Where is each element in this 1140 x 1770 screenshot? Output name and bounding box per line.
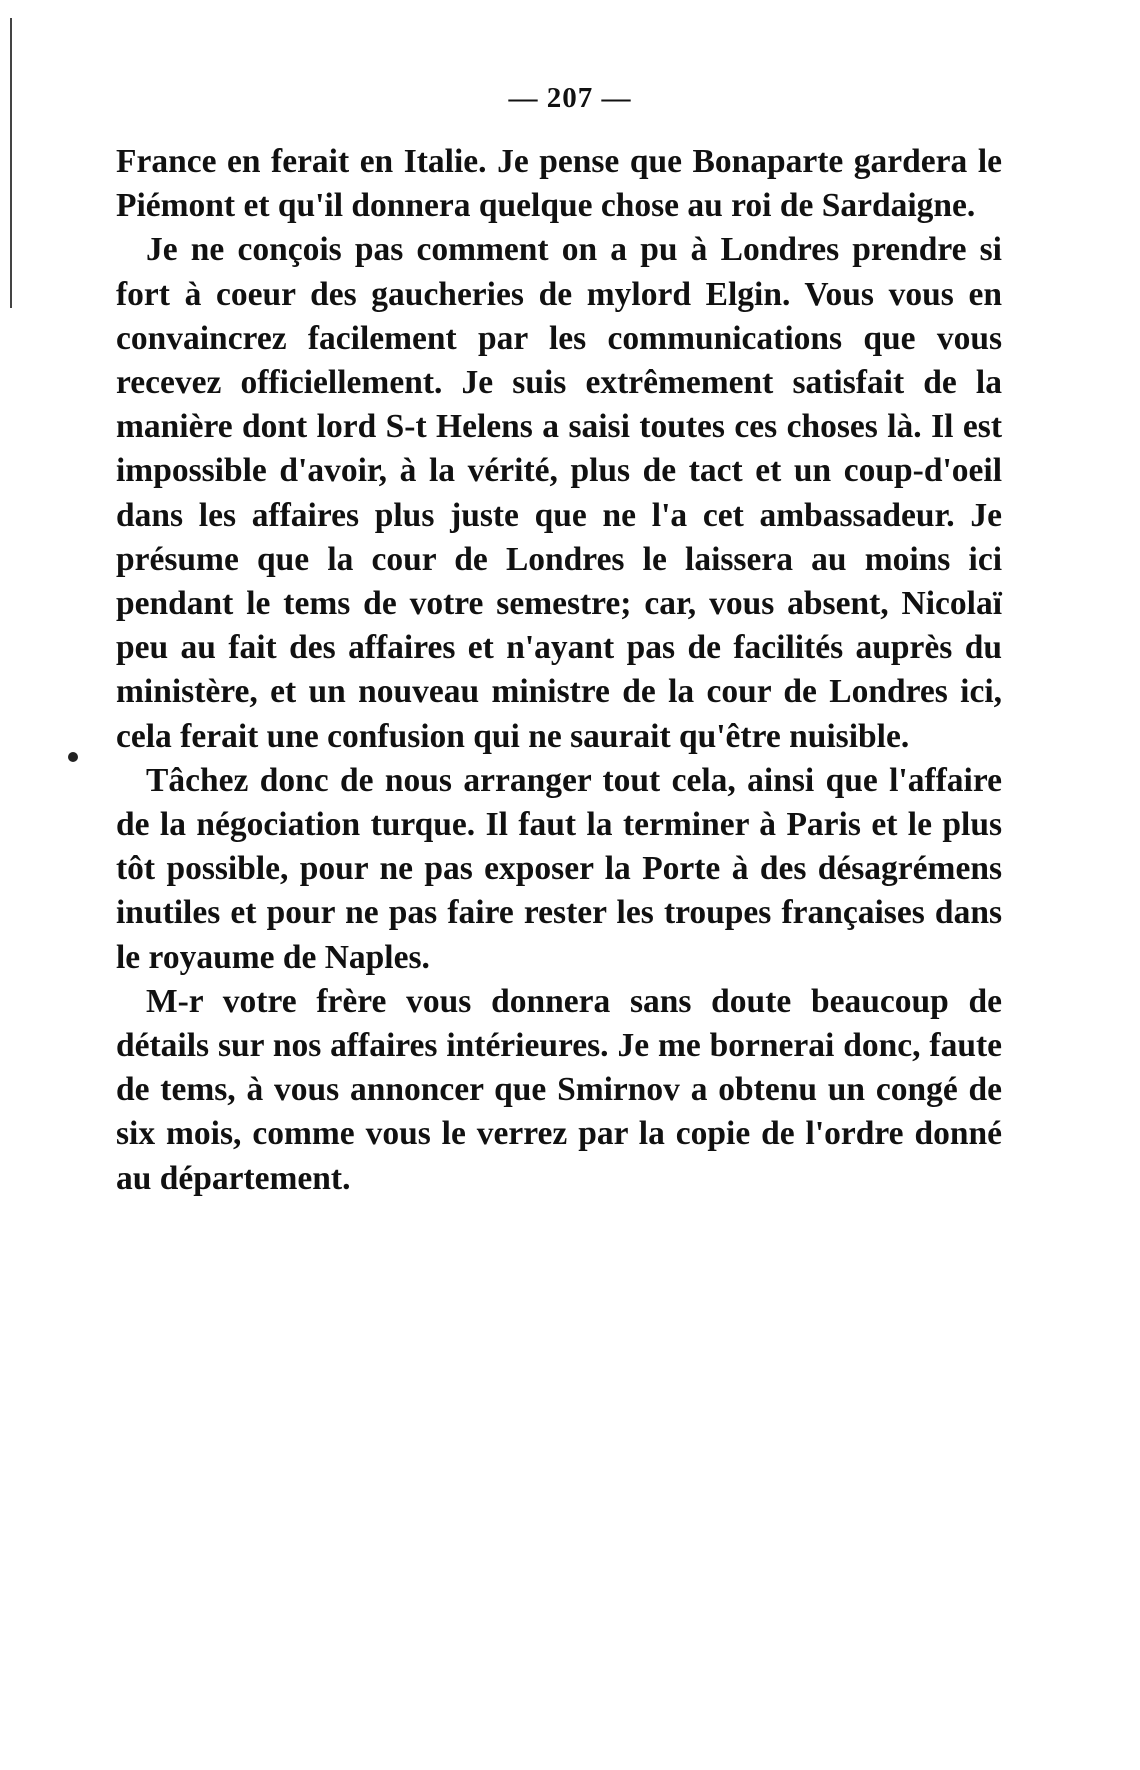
paragraph-1: France en ferait en Italie. Je pense que Bonaparte gardera le Piémont et qu'il donnera quelque chose au roi de Sardaigne.	[116, 143, 1002, 225]
margin-dot	[68, 752, 78, 762]
page-number: — 207 —	[508, 82, 632, 114]
margin-rule	[10, 18, 12, 308]
paragraph-4: M-r votre frère vous donnera sans doute beaucoup de détails sur nos affaires intérieures. Je me bornerai donc, faute de tems, à vous annoncer que Smirnov a obtenu un congé de six mois, comme vous le verrez par la copie de l'ordre donné au département.	[116, 982, 1002, 1197]
paragraph-2: Je ne conçois pas comment on a pu à Londres prendre si fort à coeur des gaucheries de mylord Elgin. Vous vous en convaincrez facilement par les communications que vous recevez officiellement. Je suis extrêmement satisfait de la manière dont lord S-t Helens a saisi toutes ces choses là. Il est impossible d'avoir, à la vérité, plus de tact et un coup-d'oeil dans les affaires plus juste que ne l'a cet ambassadeur. Je présume que la cour de Londres le laissera au moins ici pendant le tems de votre semestre; car, vous absent, Nicolaï peu au fait des affaires et n'ayant pas de facilités auprès du ministère, et un nouveau ministre de la cour de Londres ici, cela ferait une confusion qui ne saurait qu'être nuisible.	[116, 231, 1002, 755]
paragraph-3: Tâchez donc de nous arranger tout cela, ainsi que l'affaire de la négociation turque. Il faut la terminer à Paris et le plus tôt possible, pour ne pas exposer la Porte à des désagrémens inutiles et pour ne pas faire rester les troupes françaises dans le royaume de Naples.	[116, 761, 1002, 976]
body-text	[116, 140, 1002, 1201]
